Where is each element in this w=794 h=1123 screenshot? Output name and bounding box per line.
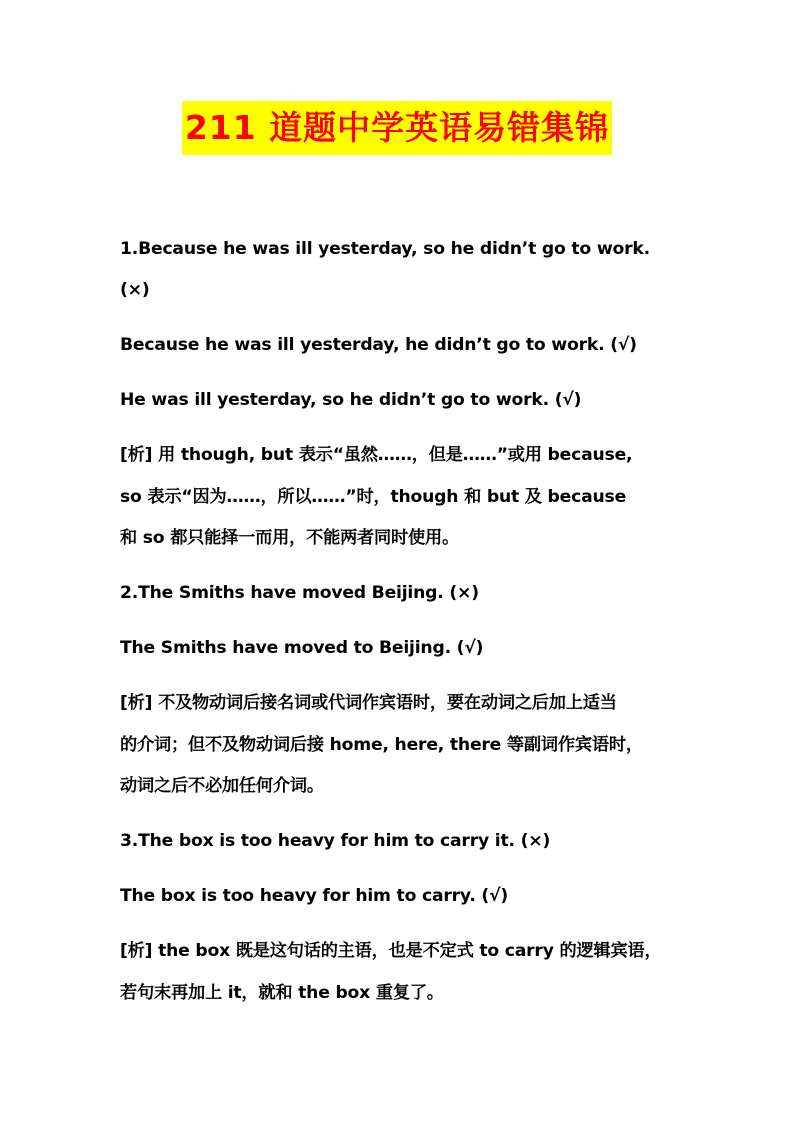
text-line: He was ill yesterday, so he didn’t go to work. (√) <box>120 390 582 410</box>
text-line: [析] 不及物动词后接名词或代词作宾语时，要在动词之后加上适当 <box>120 693 617 713</box>
text-line: [析] 用 though, but 表示“虽然……，但是……”或用 because, <box>120 445 633 465</box>
text-line: (×) <box>120 280 150 300</box>
page-title: 211 道题中学英语易错集锦 <box>182 101 612 155</box>
title-container <box>0 101 794 155</box>
text-line: The Smiths have moved to Beijing. (√) <box>120 638 484 658</box>
text-line: 的介词；但不及物动词后接 home, here, there 等副词作宾语时， <box>120 735 643 755</box>
text-line: [析] the box 既是这句话的主语，也是不定式 to carry 的逻辑宾语， <box>120 941 662 961</box>
text-line: 和 so 都只能择一而用，不能两者同时使用。 <box>120 528 459 548</box>
text-line: 3.The box is too heavy for him to carry it. (×) <box>120 831 551 851</box>
text-line: 若句末再加上 it，就和 the box 重复了。 <box>120 983 444 1003</box>
text-line: so 表示“因为……，所以……”时，though 和 but 及 because <box>120 487 627 507</box>
text-line: 2.The Smiths have moved Beijing. (×) <box>120 583 479 603</box>
text-line: The box is too heavy for him to carry. (√) <box>120 886 509 906</box>
text-line: 动词之后不必加任何介词。 <box>120 776 324 796</box>
text-line: 1.Because he was ill yesterday, so he didn’t go to work. <box>120 239 650 259</box>
text-line: Because he was ill yesterday, he didn’t go to work. (√) <box>120 335 637 355</box>
